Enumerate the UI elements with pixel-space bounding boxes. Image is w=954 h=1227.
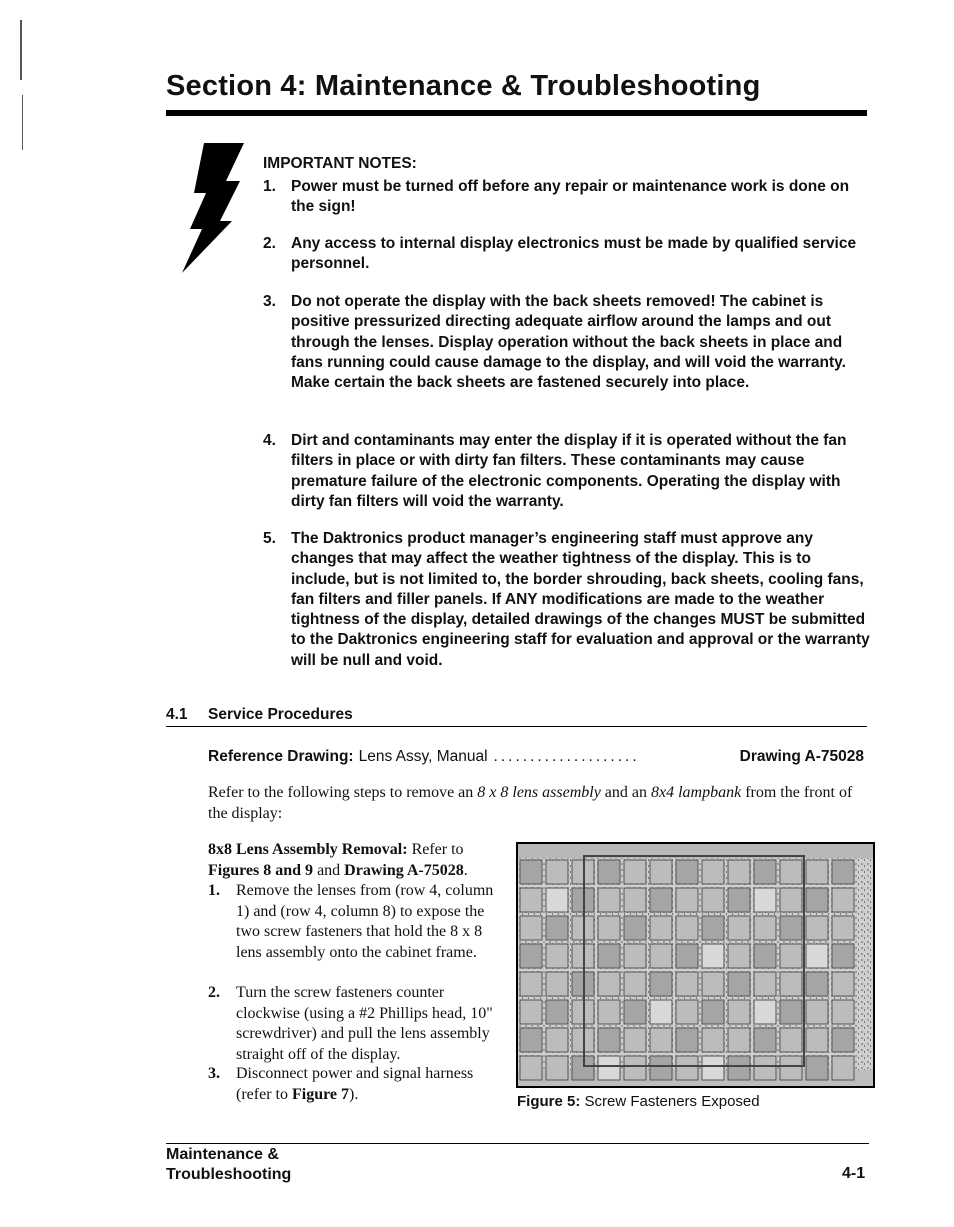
drawing-number: Drawing A-75028	[739, 748, 864, 765]
lens-cell	[832, 860, 854, 884]
lens-cell	[546, 972, 568, 996]
note-item	[263, 234, 873, 275]
note-item	[263, 292, 873, 393]
note-number: 1.	[263, 178, 276, 195]
note-item	[263, 431, 873, 512]
subsection-heading	[166, 706, 353, 724]
lens-cell	[676, 888, 698, 912]
lens-cell	[520, 1056, 542, 1080]
lens-cell	[728, 944, 750, 968]
note-number: 2.	[263, 235, 276, 252]
note-number: 3.	[263, 293, 276, 310]
lens-cell	[546, 1028, 568, 1052]
removal-text: Refer to	[407, 841, 464, 858]
lens-cell	[702, 916, 724, 940]
drawing-reference: Drawing A-75028	[344, 861, 464, 879]
lens-cell	[546, 888, 568, 912]
lens-cell	[754, 916, 776, 940]
intro-text: from the front of the display:	[208, 784, 853, 822]
lens-cell	[806, 916, 828, 940]
lens-cell	[754, 888, 776, 912]
figure-label: Figure 5:	[517, 1093, 581, 1110]
lens-cell	[780, 888, 802, 912]
lens-cell	[598, 1000, 620, 1024]
footer-section-name	[166, 1145, 291, 1185]
lens-cell	[702, 944, 724, 968]
lens-cell	[702, 1056, 724, 1080]
lens-cell	[624, 888, 646, 912]
note-number: 5.	[263, 530, 276, 547]
lens-cell	[754, 860, 776, 884]
step-text	[236, 1064, 498, 1105]
removal-heading: 8x8 Lens Assembly Removal:	[208, 841, 408, 858]
lens-cell	[624, 1000, 646, 1024]
lens-cell	[624, 916, 646, 940]
note-text: The Daktronics product manager’s engineering staff must approve any changes that may affect the weather tightness of the display. This is to include, but is not limited to, the border shrouding, back sheets, cooling fans, fan filters and filler panels. If ANY modifications are made to the weather tightness of the display, detailed drawings of the changes MUST be submitted to the Daktronics engineering staff for evaluation and approval or the warranty will be null and void.	[291, 530, 870, 669]
lens-cell	[832, 916, 854, 940]
removal-text: .	[463, 861, 468, 879]
lens-cell	[520, 1000, 542, 1024]
lens-cell	[546, 944, 568, 968]
reference-drawing-line	[208, 748, 864, 766]
lens-cell	[806, 1056, 828, 1080]
lens-cell	[832, 944, 854, 968]
scan-margin-mark	[22, 95, 23, 150]
lightning-bolt-icon	[182, 143, 244, 273]
lens-cell	[728, 888, 750, 912]
step-number: 2.	[208, 984, 220, 1001]
lens-cell	[676, 944, 698, 968]
step-text: Turn the screw fasteners counter clockwise (using a #2 Phillips head, 10" screwdriver) and pull the lens assembly straight off of the display.	[236, 984, 493, 1063]
lens-cell	[806, 1000, 828, 1024]
lens-cell	[598, 888, 620, 912]
intro-text: and an	[600, 784, 651, 801]
step-text-part: ).	[349, 1085, 359, 1103]
intro-emphasis: 8x4 lampbank	[651, 784, 742, 801]
step-item	[208, 983, 498, 1065]
lens-cell	[650, 860, 672, 884]
lens-cell	[780, 944, 802, 968]
lens-cell	[546, 860, 568, 884]
lens-cell	[832, 1000, 854, 1024]
lens-cell	[806, 972, 828, 996]
lens-cell	[754, 1028, 776, 1052]
lens-cell	[780, 972, 802, 996]
footer-line: Maintenance &	[166, 1146, 279, 1163]
lens-cell	[624, 972, 646, 996]
lens-cell	[650, 916, 672, 940]
lens-cell	[624, 1056, 646, 1080]
important-notes-heading: IMPORTANT NOTES:	[263, 155, 417, 172]
lens-cell	[832, 888, 854, 912]
lens-cell	[546, 916, 568, 940]
lens-cell	[728, 972, 750, 996]
lens-cell	[676, 860, 698, 884]
lens-cell	[754, 1000, 776, 1024]
note-item	[263, 177, 873, 218]
lens-cell	[780, 1000, 802, 1024]
note-item	[263, 529, 873, 671]
note-text: Any access to internal display electronics must be made by qualified service personnel.	[291, 235, 857, 273]
lens-cell	[520, 860, 542, 884]
intro-paragraph	[208, 783, 858, 824]
footer-rule	[166, 1143, 869, 1144]
figure-reference: Figure 7	[291, 1085, 349, 1103]
step-item	[208, 1064, 498, 1105]
removal-intro	[208, 840, 498, 881]
lens-cell	[780, 1056, 802, 1080]
lens-cell	[520, 944, 542, 968]
lens-cell	[520, 916, 542, 940]
figure-reference: Figures 8 and 9	[208, 861, 314, 879]
reference-label: Reference Drawing:	[208, 748, 354, 765]
lens-cell	[546, 1000, 568, 1024]
lens-cell	[832, 1056, 854, 1080]
lens-cell	[520, 888, 542, 912]
note-text: Power must be turned off before any repair or maintenance work is done on the sign!	[291, 178, 850, 216]
lens-cell	[650, 972, 672, 996]
lens-cell	[806, 888, 828, 912]
lens-cell	[676, 972, 698, 996]
lens-cell	[676, 916, 698, 940]
screw-fasteners-photo	[516, 842, 875, 1088]
lens-cell	[676, 1000, 698, 1024]
lens-cell	[702, 860, 724, 884]
note-text: Dirt and contaminants may enter the display if it is operated without the fan filters in place or with dirty fan filters. These contaminants may cause premature failure of the electronic components. Operating the display with dirty fan filters will void the warranty.	[291, 432, 847, 510]
lens-cell	[728, 1000, 750, 1024]
lens-cell	[598, 944, 620, 968]
removal-text: and	[313, 861, 345, 879]
figure-caption	[517, 1093, 760, 1110]
lens-cell	[676, 1028, 698, 1052]
lens-cell	[598, 860, 620, 884]
lens-cell	[702, 1028, 724, 1052]
lens-cell	[624, 860, 646, 884]
lens-cell	[728, 916, 750, 940]
intro-emphasis: 8 x 8 lens assembly	[477, 784, 601, 801]
lens-cell	[806, 860, 828, 884]
lens-cell	[650, 888, 672, 912]
intro-text: Refer to the following steps to remove an	[208, 784, 478, 801]
note-number: 4.	[263, 432, 276, 449]
lens-cell	[520, 1028, 542, 1052]
lens-cell	[520, 972, 542, 996]
lens-cell	[650, 944, 672, 968]
figure-caption-text: Screw Fasteners Exposed	[580, 1093, 760, 1110]
step-text: Remove the lenses from (row 4, column 1) and (row 4, column 8) to expose the two screw fasteners that hold the 8 x 8 lens assembly onto the cabinet frame.	[236, 882, 494, 961]
lens-cell	[598, 1056, 620, 1080]
scan-margin-mark	[20, 20, 22, 80]
lens-cell	[650, 1028, 672, 1052]
lens-cell	[676, 1056, 698, 1080]
leader-dots: ....................	[493, 748, 640, 765]
lens-cell	[702, 972, 724, 996]
lens-cell	[624, 944, 646, 968]
subsection-rule	[166, 726, 867, 727]
step-text-part: Disconnect power and signal harness (refer to	[236, 1065, 474, 1103]
lens-cell	[598, 916, 620, 940]
lens-cell	[754, 944, 776, 968]
lens-cell	[702, 888, 724, 912]
step-number: 1.	[208, 882, 220, 899]
lens-cell	[728, 1028, 750, 1052]
subsection-title: Service Procedures	[208, 706, 353, 723]
step-item	[208, 881, 498, 963]
lens-cell	[754, 972, 776, 996]
lens-cell	[728, 1056, 750, 1080]
lens-cell	[832, 972, 854, 996]
lens-cell	[832, 1028, 854, 1052]
lens-cell	[780, 1028, 802, 1052]
lens-grid-photo	[518, 844, 873, 1086]
lens-cell	[780, 916, 802, 940]
lens-cell	[598, 1028, 620, 1052]
lens-cell	[650, 1000, 672, 1024]
title-rule	[166, 110, 867, 116]
page-number: 4-1	[842, 1165, 866, 1182]
lens-cell	[806, 944, 828, 968]
lens-cell	[546, 1056, 568, 1080]
lens-cell	[806, 1028, 828, 1052]
lens-cell	[650, 1056, 672, 1080]
lens-cell	[702, 1000, 724, 1024]
subsection-number: 4.1	[166, 706, 188, 723]
lens-cell	[598, 972, 620, 996]
footer-line: Troubleshooting	[166, 1166, 292, 1183]
lens-cell	[624, 1028, 646, 1052]
page-title: Section 4: Maintenance & Troubleshooting	[166, 70, 761, 102]
reference-text: Lens Assy, Manual	[358, 748, 488, 765]
lens-cell	[780, 860, 802, 884]
lens-cell	[728, 860, 750, 884]
lens-cell	[754, 1056, 776, 1080]
note-text: Do not operate the display with the back sheets removed! The cabinet is positive pressurized directing adequate airflow around the lamps and out through the lenses. Display operation without the back sheets in place and fans running could cause damage to the display, and will void the warranty. Make certain the back sheets are fastened securely into place.	[291, 293, 846, 392]
step-number: 3.	[208, 1065, 220, 1082]
